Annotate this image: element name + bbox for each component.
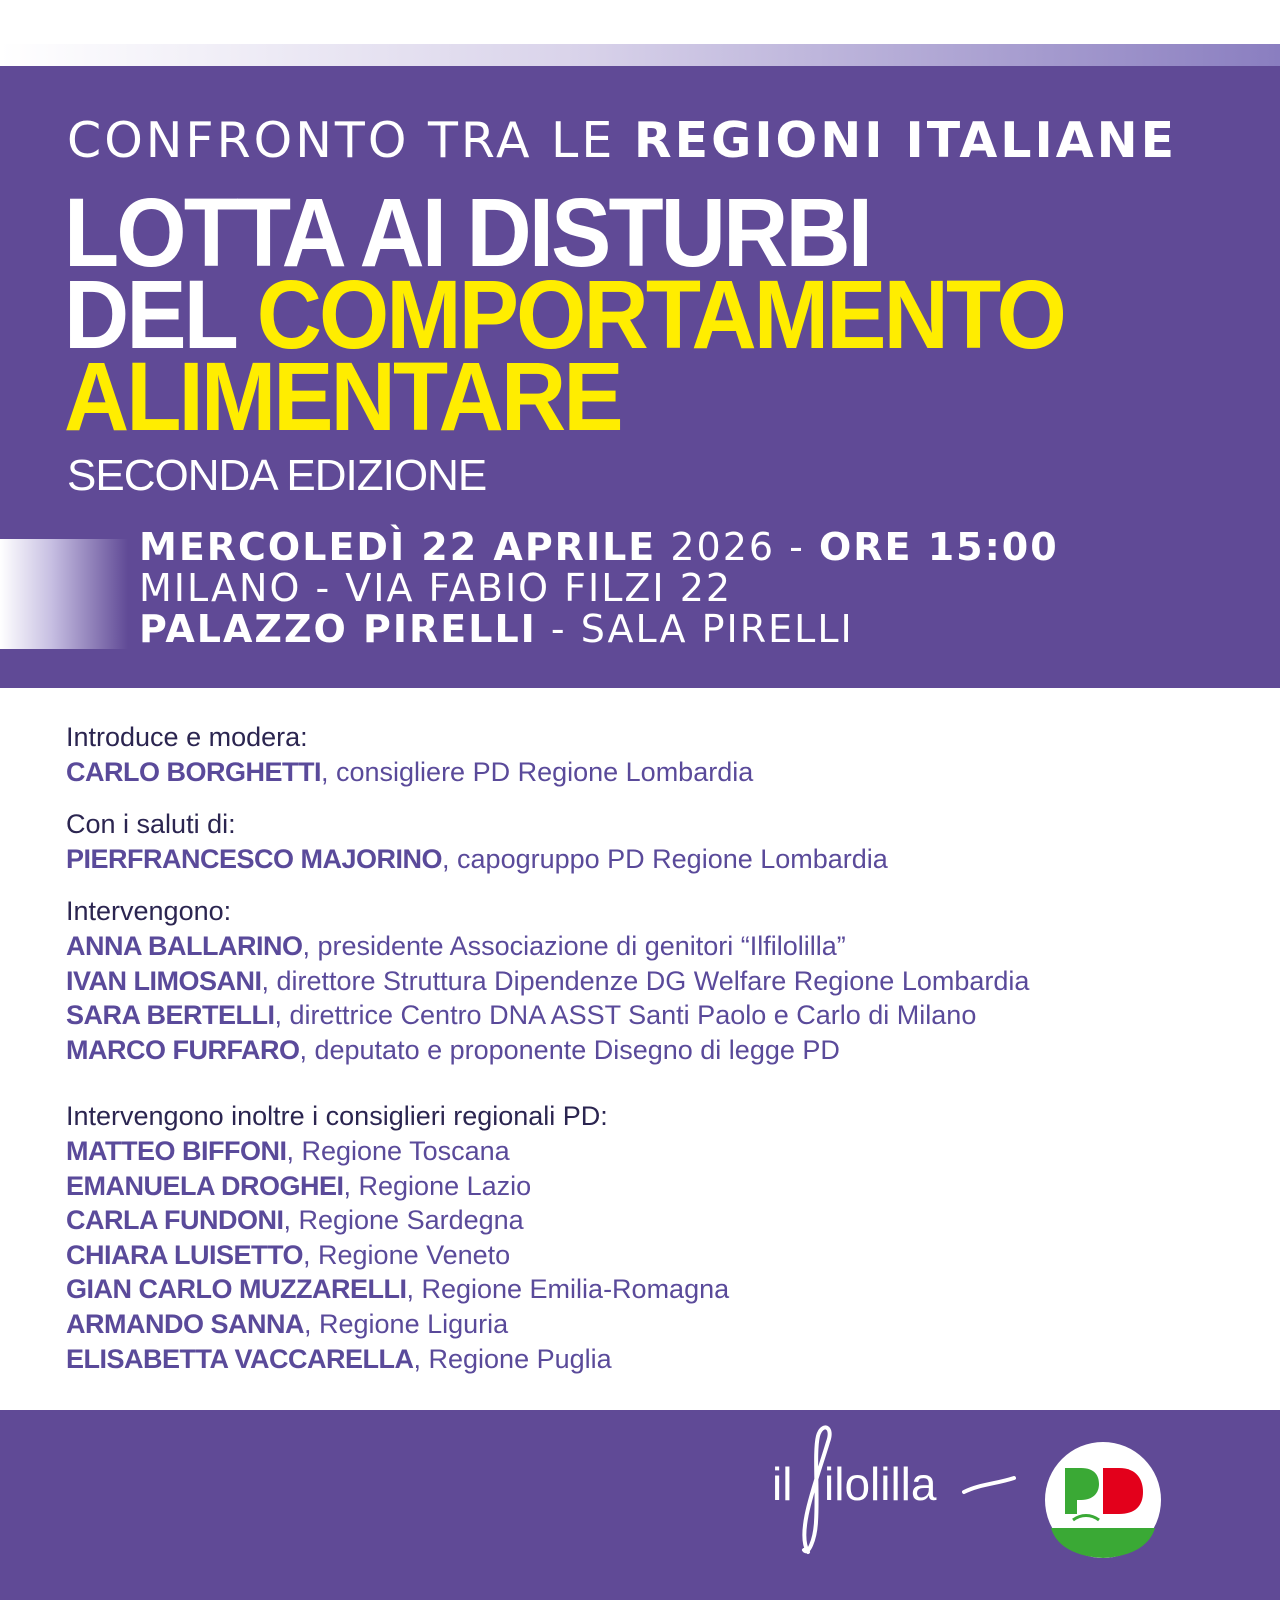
person-role: , Regione Puglia <box>413 1343 612 1374</box>
person-role: , consigliere PD Regione Lombardia <box>321 756 754 787</box>
person-row <box>66 842 1246 877</box>
pd-logo <box>1043 1440 1163 1560</box>
pre-title-light: CONFRONTO TRA LE <box>67 112 616 169</box>
person-row <box>66 1134 1246 1169</box>
person-name: ANNA BALLARINO <box>66 930 303 961</box>
svg-text:ilolilla: ilolilla <box>824 1458 937 1510</box>
section-label: Introduce e modera: <box>66 722 308 752</box>
person-name: CARLO BORGHETTI <box>66 756 321 787</box>
person-name: SARA BERTELLI <box>66 1000 275 1031</box>
person-name: CARLA FUNDONI <box>66 1205 284 1236</box>
person-row <box>66 1272 1246 1307</box>
person-name: MARCO FURFARO <box>66 1034 300 1065</box>
header-banner <box>0 66 1280 688</box>
section-councillors <box>66 1099 1246 1376</box>
person-row <box>66 998 1246 1033</box>
person-row <box>66 964 1246 999</box>
title-line-1: LOTTA AI DISTURBI <box>64 178 871 287</box>
person-row <box>66 1169 1246 1204</box>
person-role: , Regione Liguria <box>304 1308 509 1339</box>
person-role: , direttrice Centro DNA ASST Santi Paolo e Carlo di Milano <box>274 1000 977 1031</box>
venue-room: - SALA PIRELLI <box>550 607 854 651</box>
section-label: Intervengono: <box>66 896 232 927</box>
title-line-2-yellow: COMPORTAMENTO <box>256 260 1065 369</box>
pre-title <box>67 112 1178 169</box>
person-role: , Regione Veneto <box>303 1239 511 1270</box>
person-role: , Regione Emilia-Romagna <box>406 1274 730 1305</box>
footer-banner <box>0 1410 1280 1600</box>
person-row <box>66 1203 1246 1238</box>
title-line-2-white: DEL <box>64 260 235 369</box>
event-time: ORE 15:00 <box>818 525 1059 569</box>
person-row <box>66 929 1246 964</box>
person-row <box>66 1033 1246 1068</box>
person-row <box>66 1238 1246 1273</box>
section-label: Con i saluti di: <box>66 809 236 840</box>
person-name: GIAN CARLO MUZZARELLI <box>66 1274 407 1305</box>
person-name: EMANUELA DROGHEI <box>66 1170 344 1201</box>
section-speakers <box>66 894 1246 1067</box>
person-name: CHIARA LUISETTO <box>66 1239 304 1270</box>
person-row <box>66 1342 1246 1377</box>
person-row <box>66 1307 1246 1342</box>
person-name: IVAN LIMOSANI <box>66 965 262 996</box>
accent-gradient-bar <box>0 539 128 649</box>
ilfilolilla-logo <box>768 1422 1028 1572</box>
person-role: , Regione Lazio <box>343 1170 532 1201</box>
person-name: ELISABETTA VACCARELLA <box>66 1343 414 1374</box>
title-line-3: ALIMENTARE <box>64 342 621 451</box>
event-date-bold: MERCOLEDÌ 22 APRILE <box>139 525 657 569</box>
event-address: MILANO - VIA FABIO FILZI 22 <box>139 566 733 610</box>
person-name: MATTEO BIFFONI <box>66 1135 287 1166</box>
edition-label: SECONDA EDIZIONE <box>67 451 487 500</box>
top-gradient-strip <box>0 44 1280 66</box>
person-name: PIERFRANCESCO MAJORINO <box>66 843 443 874</box>
event-date <box>139 525 1059 569</box>
person-role: , deputato e proponente Disegno di legge PD <box>299 1034 840 1065</box>
venue-name: PALAZZO PIRELLI <box>139 607 537 651</box>
event-venue <box>139 607 854 651</box>
svg-text:il: il <box>772 1458 793 1510</box>
program-list <box>66 720 1246 1394</box>
section-moderator <box>66 720 1246 789</box>
person-name: ARMANDO SANNA <box>66 1308 304 1339</box>
section-greetings <box>66 807 1246 876</box>
pre-title-bold: REGIONI ITALIANE <box>633 112 1178 169</box>
person-role: , Regione Sardegna <box>283 1205 524 1236</box>
person-role: , presidente Associazione di genitori “Ilfilolilla” <box>302 930 846 961</box>
person-role: , Regione Toscana <box>286 1135 510 1166</box>
person-role: , direttore Struttura Dipendenze DG Welfare Regione Lombardia <box>261 965 1030 996</box>
person-role: , capogruppo PD Regione Lombardia <box>442 843 888 874</box>
person-row <box>66 755 1246 790</box>
event-year: 2026 - <box>670 525 805 569</box>
section-label: Intervengono inoltre i consiglieri regionali PD: <box>66 1101 608 1132</box>
